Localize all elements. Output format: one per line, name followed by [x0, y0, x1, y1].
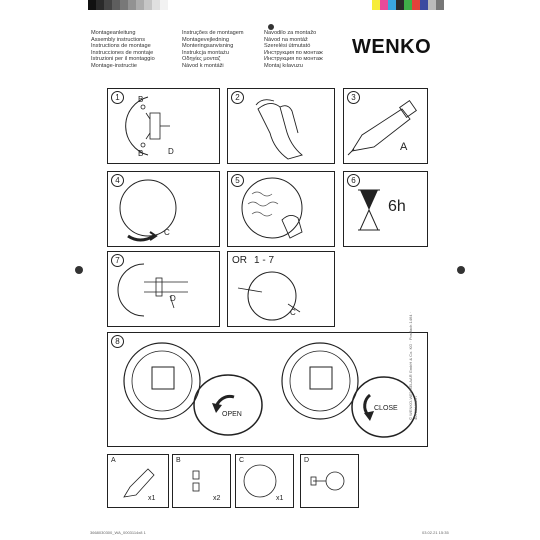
part-d-panel	[300, 454, 359, 508]
brand-logo: WENKO	[352, 36, 432, 58]
step-number: 7	[111, 254, 124, 267]
step-5-panel	[227, 171, 335, 247]
part-label-b-bottom: B	[138, 149, 144, 158]
lang-item: Návod k montáži	[182, 62, 224, 69]
part-label-c: C	[164, 228, 170, 237]
wipe-surface-illustration	[228, 172, 334, 246]
step-7-illustration	[108, 252, 219, 326]
part-quantity: x2	[213, 495, 221, 502]
lang-item: Navodilo za montažo	[264, 30, 317, 36]
step-8-illustration	[108, 333, 427, 446]
registration-mark-right	[457, 266, 465, 274]
part-label-a: A	[400, 141, 408, 153]
close-label: CLOSE	[374, 405, 398, 412]
step-number: 1	[111, 91, 124, 104]
footer-right-timestamp: 03.02.21 15:35	[422, 530, 449, 535]
alternative-illustration	[228, 252, 334, 326]
registration-mark-top	[268, 24, 274, 30]
wait-time-label: 6h	[388, 198, 406, 215]
part-label-c: C	[290, 308, 296, 317]
part-quantity: x1	[148, 495, 156, 502]
part-label-d: D	[168, 147, 174, 156]
part-letter: C	[239, 457, 245, 464]
or-label: OR	[232, 255, 247, 266]
part-letter: B	[176, 457, 181, 464]
mounting-disc-icon	[236, 455, 293, 507]
step-number: 6	[347, 174, 360, 187]
holder-icon	[301, 455, 358, 507]
lang-item: Instructions de montage	[91, 43, 151, 50]
lang-item: Montagevejledning	[182, 36, 229, 43]
lang-item: Istruzioni per il montaggio	[91, 56, 155, 63]
lang-item: Οδηγίες μονταζ	[182, 56, 221, 63]
step-2-illustration	[228, 89, 334, 163]
part-letter: D	[304, 457, 310, 464]
lang-item: Návod na montáž	[264, 36, 308, 43]
part-b-panel	[172, 454, 231, 508]
step-number: 2	[231, 91, 244, 104]
lang-item: Monteringsanvisning	[182, 43, 234, 50]
open-label: OPEN	[222, 411, 242, 418]
step-7-panel	[107, 251, 220, 327]
glue-tube-icon	[108, 455, 168, 507]
language-list-2	[182, 30, 244, 70]
color-calibration-bar	[88, 0, 168, 10]
adhesive-pad-icon	[173, 455, 230, 507]
registration-mark-left	[75, 266, 83, 274]
part-label-d: D	[170, 294, 176, 303]
step-number: 4	[111, 174, 124, 187]
step-6-panel	[343, 171, 428, 247]
lang-item: Инструкция по монтаж	[264, 56, 323, 63]
step-1-illustration	[108, 89, 219, 163]
copyright-side-text: © WENKO-WENSELAAR GmbH & Co. KG · Postfach 1464 · 40706 Hilden	[408, 312, 418, 420]
step-8-panel	[107, 332, 428, 447]
part-label-b-top: B	[138, 95, 144, 104]
step-3-panel	[343, 88, 428, 164]
alternative-step-panel	[227, 251, 335, 327]
step-number: 3	[347, 91, 360, 104]
lang-item: Assembly instructions	[91, 36, 146, 43]
step-2-panel	[227, 88, 335, 164]
hourglass-icon	[344, 172, 427, 246]
step-number: 8	[111, 335, 124, 348]
lang-item: Montaj kılavuzu	[264, 62, 303, 69]
step-number: 5	[231, 174, 244, 187]
part-quantity: x1	[276, 495, 284, 502]
lang-item: Instruções de montagem	[182, 30, 244, 36]
footer-left-code: 3668030300_WA_0003114x8 1	[90, 530, 146, 535]
glue-tube-illustration	[344, 89, 427, 163]
lang-item: Szerelési útmutató	[264, 43, 311, 50]
lang-item: Montageanleitung	[91, 30, 136, 36]
lang-item: Montage-instructie	[91, 62, 138, 69]
lang-item: Instrukcja montażu	[182, 49, 229, 56]
lang-item: Instrucciones de montaje	[91, 49, 154, 56]
step-1-panel	[107, 88, 220, 164]
part-letter: A	[111, 457, 116, 464]
step-range-label: 1 - 7	[254, 255, 275, 266]
lang-item: Инструкция по монтаж	[264, 49, 323, 56]
language-list-3	[264, 30, 323, 70]
step-4-panel	[107, 171, 220, 247]
part-c-panel	[235, 454, 294, 508]
language-list-1	[91, 30, 155, 70]
color-calibration-bar-right	[372, 0, 444, 10]
part-a-panel	[107, 454, 169, 508]
